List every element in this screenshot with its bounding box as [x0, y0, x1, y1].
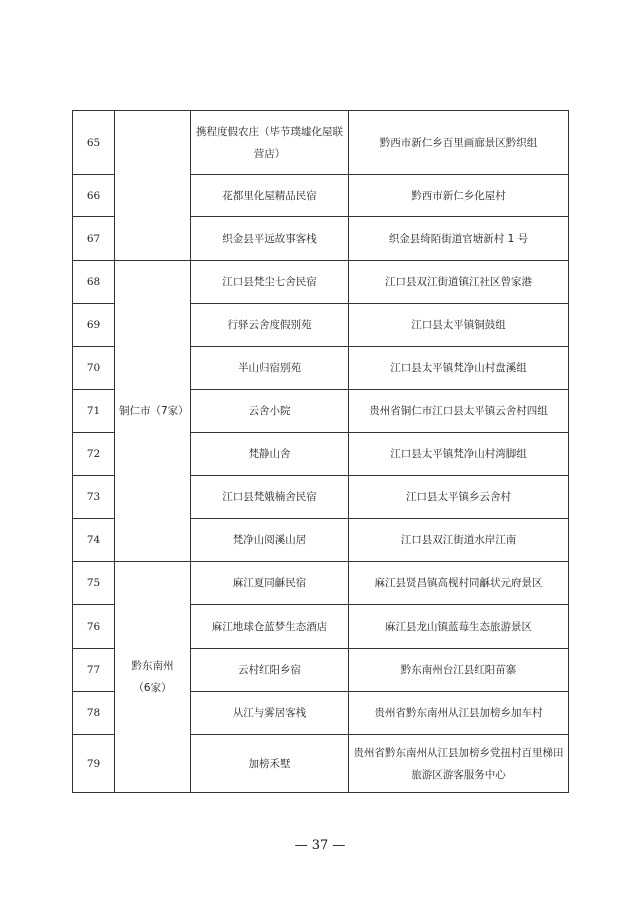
region-cell-qiandongnan: 黔东南州（6家）	[115, 562, 191, 793]
lodging-address: 江口县双江街道水岸江南	[349, 519, 569, 562]
row-number: 76	[73, 605, 115, 649]
lodging-address: 黔西市新仁乡百里画廊景区黔织组	[349, 111, 569, 175]
region-cell-tongren: 铜仁市（7家）	[115, 261, 191, 562]
lodging-name: 江口县梵娥楠舍民宿	[191, 476, 349, 519]
lodging-address: 江口县太平镇梵净山村湾脚组	[349, 433, 569, 476]
lodging-address: 江口县太平镇梵净山村盘溪组	[349, 347, 569, 390]
lodging-address: 江口县太平镇铜鼓组	[349, 304, 569, 347]
lodging-address: 贵州省黔东南州从江县加榜乡加车村	[349, 692, 569, 735]
lodging-name: 梵净山阅溪山居	[191, 519, 349, 562]
lodging-address: 麻江县贤昌镇高枧村同龢状元府景区	[349, 562, 569, 605]
table-row	[73, 111, 569, 175]
row-number: 75	[73, 562, 115, 605]
row-number: 69	[73, 304, 115, 347]
row-number: 70	[73, 347, 115, 390]
lodging-name: 半山归宿别苑	[191, 347, 349, 390]
row-number: 68	[73, 261, 115, 304]
row-number: 77	[73, 649, 115, 692]
table-row	[73, 261, 569, 304]
lodging-address: 江口县太平镇乡云舍村	[349, 476, 569, 519]
row-number: 74	[73, 519, 115, 562]
region-cell-bijie	[115, 111, 191, 261]
lodging-address: 黔东南州台江县红阳苗寨	[349, 649, 569, 692]
lodging-name: 麻江地球仓蓝梦生态酒店	[191, 605, 349, 649]
row-number: 65	[73, 111, 115, 175]
lodging-name: 花都里化屋精品民宿	[191, 175, 349, 217]
lodging-name: 麻江夏同龢民宿	[191, 562, 349, 605]
lodging-name: 携程度假农庄（毕节璞墟化屋联营店）	[191, 111, 349, 175]
lodging-name: 织金县平远故事客栈	[191, 217, 349, 261]
page-number: — 37 —	[294, 838, 346, 853]
lodging-address: 江口县双江街道镇江社区曾家港	[349, 261, 569, 304]
lodging-name: 行驿云舍度假别苑	[191, 304, 349, 347]
lodging-address: 织金县绮陌街道官塘新村 1 号	[349, 217, 569, 261]
lodging-name: 从江与雾居客栈	[191, 692, 349, 735]
hotel-list-table	[72, 110, 569, 793]
table-row	[73, 562, 569, 605]
lodging-name: 云舍小院	[191, 390, 349, 433]
lodging-name: 梵静山舍	[191, 433, 349, 476]
row-number: 66	[73, 175, 115, 217]
row-number: 79	[73, 735, 115, 793]
lodging-address: 贵州省铜仁市江口县太平镇云舍村四组	[349, 390, 569, 433]
row-number: 78	[73, 692, 115, 735]
row-number: 72	[73, 433, 115, 476]
lodging-address: 贵州省黔东南州从江县加榜乡党扭村百里梯田旅游区游客服务中心	[349, 735, 569, 793]
lodging-name: 加榜禾墅	[191, 735, 349, 793]
lodging-address: 麻江县龙山镇蓝莓生态旅游景区	[349, 605, 569, 649]
lodging-name: 江口县梵尘七舍民宿	[191, 261, 349, 304]
lodging-name: 云村红阳乡宿	[191, 649, 349, 692]
row-number: 67	[73, 217, 115, 261]
row-number: 73	[73, 476, 115, 519]
row-number: 71	[73, 390, 115, 433]
lodging-address: 黔西市新仁乡化屋村	[349, 175, 569, 217]
